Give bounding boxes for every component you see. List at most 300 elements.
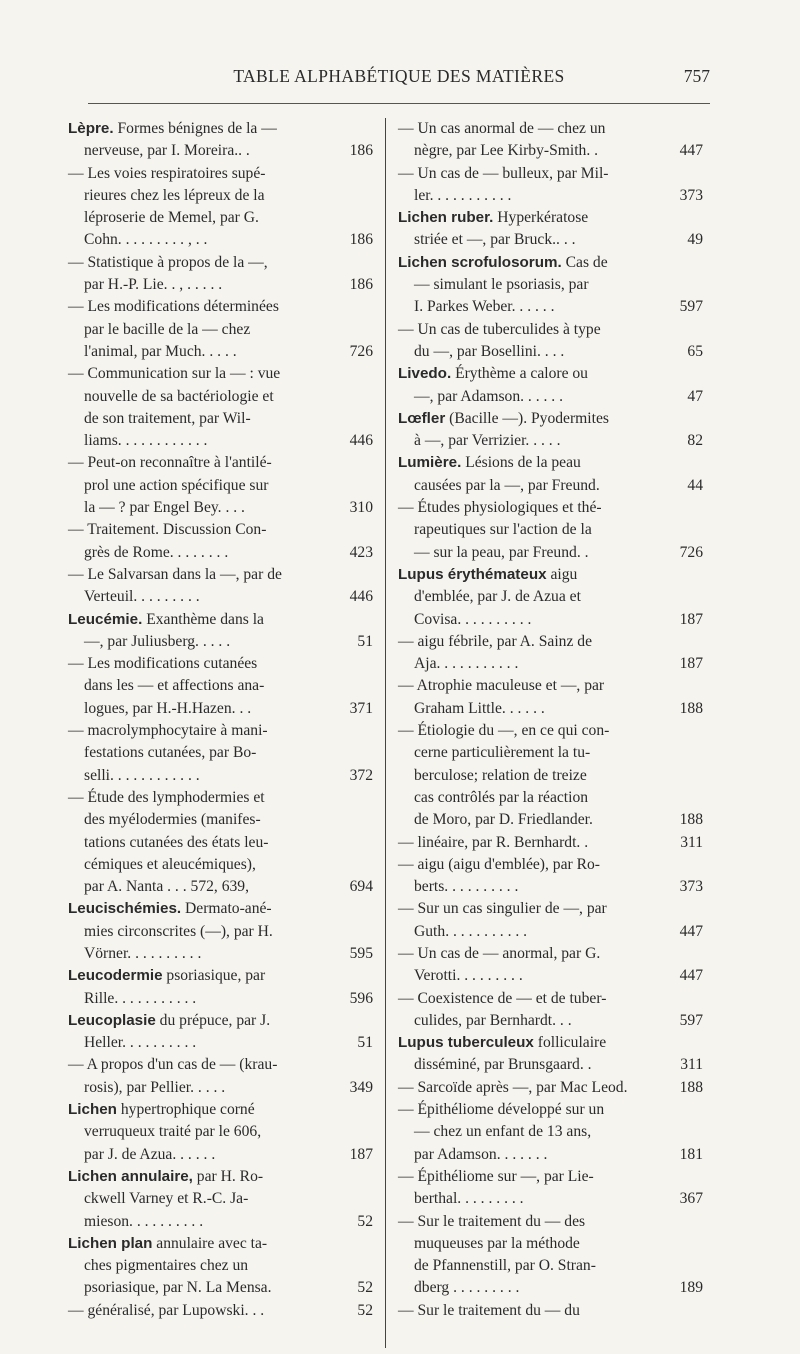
entry-text: festations cutanées, par Bo- — [84, 744, 257, 762]
index-line — [398, 163, 703, 185]
entry-heading: Lichen annulaire, — [68, 1167, 193, 1185]
entry-text: léproserie de Memel, par G. — [84, 209, 259, 227]
entry-text: muqueuses par la méthode — [414, 1234, 580, 1252]
entry-text: Graham Little. . . . . . — [414, 699, 545, 717]
index-line — [398, 1099, 703, 1121]
index-line — [68, 965, 373, 987]
entry-text: — Statistique à propos de la —, — [68, 253, 268, 271]
index-line — [68, 1077, 373, 1099]
entry-text: dans les — et affections ana- — [84, 677, 265, 695]
entry-text: — Communication sur la — : vue — [68, 365, 281, 383]
entry-text: Guth. . . . . . . . . . . — [414, 922, 528, 940]
page-header — [88, 66, 710, 94]
index-entry — [398, 408, 703, 453]
index-entry — [398, 854, 703, 899]
index-line — [68, 586, 373, 608]
entry-text: — Peut-on reconnaître à l'antilé- — [68, 454, 272, 472]
entry-text: Rille. . . . . . . . . . . — [84, 989, 197, 1007]
page-reference: 446 — [349, 432, 373, 450]
index-line — [398, 742, 703, 764]
index-line — [398, 1121, 703, 1143]
entry-heading: Lœfler — [398, 409, 446, 427]
entry-text: du prépuce, par J. — [155, 1011, 271, 1029]
entry-text: (Bacille —). Pyodermites — [445, 409, 609, 427]
index-line — [398, 631, 703, 653]
entry-text: par A. Nanta . . . 572, 639, — [84, 878, 250, 896]
index-entry — [68, 296, 373, 363]
entry-text: — Sur le traitement du — des — [398, 1212, 586, 1230]
entry-text: ckwell Varney et R.-C. Ja- — [84, 1190, 249, 1208]
entry-heading: Lupus érythémateux — [398, 565, 547, 583]
entry-heading: Lichen — [68, 1101, 117, 1119]
index-line — [398, 1032, 703, 1054]
index-entry — [398, 363, 703, 408]
entry-text: — Sur un cas singulier de —, par — [398, 900, 607, 918]
index-line — [68, 341, 373, 363]
index-entry — [68, 1054, 373, 1099]
index-line — [68, 1099, 373, 1121]
entry-text: Verteuil. . . . . . . . . — [84, 588, 200, 606]
index-line — [398, 363, 703, 385]
page-reference: 446 — [349, 588, 373, 606]
page-reference: 447 — [679, 967, 703, 985]
page-reference: 52 — [357, 1212, 373, 1230]
index-line — [68, 988, 373, 1010]
page-reference: 188 — [679, 699, 703, 717]
index-entry — [68, 519, 373, 564]
index-entry — [398, 207, 703, 252]
entry-text: berthal. . . . . . . . . — [414, 1190, 524, 1208]
entry-text: — Les modifications cutanées — [68, 655, 258, 673]
entry-text: l'animal, par Much. . . . . — [84, 342, 237, 360]
entry-text: culides, par Bernhardt. . . — [414, 1011, 572, 1029]
entry-text: tations cutanées des états leu- — [84, 833, 269, 851]
index-line — [398, 1211, 703, 1233]
entry-text: — Un cas anormal de — chez un — [398, 120, 606, 137]
index-entry — [398, 252, 703, 319]
running-title: TABLE ALPHABÉTIQUE DES MATIÈRES — [233, 66, 565, 86]
entry-text: — macrolymphocytaire à mani- — [68, 722, 268, 740]
index-line — [68, 1121, 373, 1143]
index-line — [398, 118, 703, 140]
index-entry — [398, 1077, 703, 1099]
index-line — [68, 1188, 373, 1210]
page-reference: 189 — [679, 1279, 703, 1297]
entry-text: — Les modifications déterminées — [68, 298, 279, 316]
index-line — [398, 609, 703, 631]
index-line — [398, 832, 703, 854]
index-line — [68, 542, 373, 564]
page-reference: 447 — [679, 922, 703, 940]
index-entry — [398, 1211, 703, 1300]
page-reference: 597 — [679, 1011, 703, 1029]
page-reference: 49 — [687, 231, 703, 249]
index-line — [398, 653, 703, 675]
index-line — [68, 408, 373, 430]
index-line — [68, 118, 373, 140]
entry-text: psoriasique, par — [162, 967, 266, 985]
index-line — [68, 854, 373, 876]
index-column-left — [68, 118, 373, 1322]
page-reference: 52 — [357, 1279, 373, 1297]
index-line — [398, 1010, 703, 1032]
index-entry — [68, 1300, 373, 1322]
index-line — [398, 586, 703, 608]
entry-text: — linéaire, par R. Bernhardt. . — [398, 833, 589, 851]
entry-text: rapeutiques sur l'action de la — [414, 521, 592, 539]
page-reference: 447 — [679, 142, 703, 160]
index-line — [68, 1010, 373, 1032]
index-line — [398, 809, 703, 831]
entry-text: par Adamson. . . . . . . — [414, 1145, 548, 1163]
entry-text: — Le Salvarsan dans la —, par de — [68, 565, 282, 583]
index-entry — [398, 720, 703, 831]
page-reference: 65 — [687, 342, 703, 360]
index-entry — [398, 497, 703, 564]
entry-heading: Livedo. — [398, 365, 452, 383]
index-line — [68, 787, 373, 809]
entry-text: disséminé, par Brunsgaard. . — [414, 1056, 592, 1074]
entry-text: verruqueux traité par le 606, — [84, 1123, 262, 1141]
index-line — [398, 542, 703, 564]
index-entry — [68, 1010, 373, 1055]
index-line — [68, 698, 373, 720]
entry-text: hypertrophique corné — [116, 1101, 255, 1119]
index-entry — [398, 564, 703, 631]
entry-text: — Études physiologiques et thé- — [398, 499, 602, 517]
entry-text: à —, par Verrizier. . . . . — [414, 432, 561, 450]
index-entry — [68, 564, 373, 609]
index-line — [68, 921, 373, 943]
index-line — [398, 140, 703, 162]
index-line — [398, 720, 703, 742]
index-entry — [398, 163, 703, 208]
entry-text: Hyperkératose — [493, 209, 589, 227]
entry-text: Verotti. . . . . . . . . — [414, 967, 523, 985]
index-line — [68, 386, 373, 408]
page-reference: 367 — [679, 1190, 703, 1208]
index-entry — [68, 1099, 373, 1166]
index-line — [68, 1054, 373, 1076]
entry-text: logues, par H.-H.Hazen. . . — [84, 699, 252, 717]
entry-text: grès de Rome. . . . . . . . — [84, 543, 229, 561]
page-reference: 187 — [349, 1145, 373, 1163]
entry-text: Heller. . . . . . . . . . — [84, 1034, 197, 1052]
index-entry — [68, 1166, 373, 1233]
entry-text: nouvelle de sa bactériologie et — [84, 387, 274, 405]
index-line — [398, 1255, 703, 1277]
index-line — [398, 787, 703, 809]
index-column-right — [398, 118, 703, 1322]
entry-text: Dermato-ané- — [181, 900, 272, 918]
page-reference: 186 — [349, 142, 373, 160]
index-line — [398, 988, 703, 1010]
page-reference: 371 — [349, 699, 373, 717]
index-entry — [398, 832, 703, 854]
entry-text: — Épithéliome développé sur un — [398, 1101, 605, 1119]
page-reference: 51 — [357, 632, 373, 650]
index-line — [68, 163, 373, 185]
entry-text: cas contrôlés par la réaction — [414, 788, 589, 806]
index-line — [398, 408, 703, 430]
entry-text: cerne particulièrement la tu- — [414, 744, 591, 762]
index-line — [68, 274, 373, 296]
index-entry — [68, 163, 373, 252]
index-line — [398, 898, 703, 920]
index-line — [398, 965, 703, 987]
entry-text: du —, par Bosellini. . . . — [414, 342, 565, 360]
entry-text: —, par Juliusberg. . . . . — [84, 632, 231, 650]
index-line — [68, 229, 373, 251]
entry-text: par J. de Azua. . . . . . — [84, 1145, 216, 1163]
entry-heading: Leucoplasie — [68, 1011, 156, 1029]
page-reference: 595 — [349, 944, 373, 962]
entry-text: Exanthème dans la — [142, 610, 264, 628]
entry-heading: Leucodermie — [68, 967, 163, 985]
index-entry — [68, 720, 373, 787]
index-line — [68, 319, 373, 341]
page-reference: 181 — [679, 1145, 703, 1163]
index-entry — [398, 1099, 703, 1166]
column-divider — [385, 118, 386, 1348]
entry-text: — Sarcoïde après —, par Mac Leod. — [398, 1078, 628, 1096]
index-line — [398, 1077, 703, 1099]
index-line — [68, 185, 373, 207]
index-line — [68, 1300, 373, 1322]
entry-text: dberg . . . . . . . . . — [414, 1279, 520, 1297]
index-line — [398, 854, 703, 876]
entry-text: striée et —, par Bruck.. . . — [414, 231, 576, 249]
index-line — [68, 363, 373, 385]
index-line — [398, 921, 703, 943]
entry-text: liams. . . . . . . . . . . . — [84, 432, 208, 450]
index-entry — [398, 1166, 703, 1211]
index-line — [68, 1166, 373, 1188]
entry-text: Lésions de la peau — [461, 454, 581, 472]
entry-text: Aja. . . . . . . . . . . — [414, 655, 519, 673]
index-line — [398, 1144, 703, 1166]
page-reference: 47 — [687, 387, 703, 405]
entry-text: — sur la peau, par Freund. . — [414, 543, 589, 561]
index-line — [68, 296, 373, 318]
index-entry — [398, 898, 703, 943]
page-reference: 311 — [680, 833, 703, 851]
entry-text: de son traitement, par Wil- — [84, 409, 251, 427]
page-reference: 726 — [349, 342, 373, 360]
index-line — [398, 519, 703, 541]
entry-text: Covisa. . . . . . . . . . — [414, 610, 532, 628]
index-line — [398, 876, 703, 898]
index-entry — [68, 252, 373, 297]
index-entry — [398, 988, 703, 1033]
index-entry — [68, 452, 373, 519]
index-line — [398, 497, 703, 519]
page-reference: 596 — [349, 989, 373, 1007]
index-line — [398, 765, 703, 787]
index-line — [398, 675, 703, 697]
index-line — [68, 452, 373, 474]
index-line — [68, 1032, 373, 1054]
index-line — [68, 765, 373, 787]
entry-text: de Pfannenstill, par O. Stran- — [414, 1257, 596, 1275]
index-entry — [68, 965, 373, 1010]
entry-text: mieson. . . . . . . . . . — [84, 1212, 204, 1230]
entry-text: — généralisé, par Lupowski. . . — [68, 1301, 265, 1319]
entry-text: aigu — [546, 565, 578, 583]
entry-text: selli. . . . . . . . . . . . — [84, 766, 200, 784]
index-line — [68, 497, 373, 519]
index-line — [68, 430, 373, 452]
entry-text: — Les voies respiratoires supé- — [68, 164, 266, 182]
entry-heading: Leucémie. — [68, 610, 143, 628]
entry-text: psoriasique, par N. La Mensa. — [84, 1279, 272, 1297]
entry-text: — Traitement. Discussion Con- — [68, 521, 267, 539]
page-reference: 694 — [349, 878, 373, 896]
entry-text: — Un cas de — anormal, par G. — [398, 944, 601, 962]
index-entry — [68, 898, 373, 965]
entry-text: cémiques et aleucémiques), — [84, 855, 256, 873]
entry-text: nerveuse, par I. Moreira.. . — [84, 142, 250, 160]
index-line — [68, 876, 373, 898]
entry-text: d'emblée, par J. de Azua et — [414, 588, 581, 606]
index-entry — [398, 1300, 703, 1322]
index-line — [398, 296, 703, 318]
index-line — [68, 475, 373, 497]
index-line — [398, 319, 703, 341]
index-line — [68, 1144, 373, 1166]
entry-text: I. Parkes Weber. . . . . . — [414, 298, 555, 316]
index-line — [398, 274, 703, 296]
index-line — [398, 1233, 703, 1255]
page-number: 757 — [683, 66, 710, 86]
index-line — [68, 609, 373, 631]
index-line — [68, 742, 373, 764]
index-line — [68, 898, 373, 920]
index-line — [398, 341, 703, 363]
index-line — [68, 1233, 373, 1255]
entry-text: folliculaire — [533, 1034, 607, 1052]
entry-text: de Moro, par D. Friedlander. — [414, 811, 593, 829]
entry-heading: Lichen ruber. — [398, 209, 494, 227]
index-line — [68, 140, 373, 162]
index-line — [398, 1300, 703, 1322]
entry-text: — Un cas de — bulleux, par Mil- — [398, 164, 609, 182]
index-entry — [398, 319, 703, 364]
entry-text: prol une action spécifique sur — [84, 476, 269, 494]
entry-text: rosis), par Pellier. . . . . — [84, 1078, 226, 1096]
index-line — [398, 452, 703, 474]
entry-text: — Étude des lymphodermies et — [68, 788, 265, 806]
index-line — [398, 698, 703, 720]
entry-text: Formes bénignes de la — — [113, 120, 277, 137]
index-entry — [68, 653, 373, 720]
index-line — [68, 252, 373, 274]
page-reference: 726 — [679, 543, 703, 561]
entry-text: causées par la —, par Freund. — [414, 476, 600, 494]
index-entry — [398, 943, 703, 988]
entry-text: ches pigmentaires chez un — [84, 1257, 249, 1275]
entry-text: — chez un enfant de 13 ans, — [414, 1123, 592, 1141]
entry-text: par le bacille de la — chez — [84, 320, 251, 338]
entry-heading: Lichen plan — [68, 1234, 153, 1252]
index-line — [68, 1255, 373, 1277]
index-entry — [68, 363, 373, 452]
index-line — [398, 185, 703, 207]
entry-heading: Lèpre. — [68, 120, 114, 137]
index-line — [68, 832, 373, 854]
entry-text: Cohn. . . . . . . . . , . . — [84, 231, 208, 249]
entry-text: — Coexistence de — et de tuber- — [398, 989, 607, 1007]
entry-text: berts. . . . . . . . . . — [414, 878, 519, 896]
page-reference: 311 — [680, 1056, 703, 1074]
index-entry — [68, 787, 373, 898]
entry-heading: Leucischémies. — [68, 900, 182, 918]
index-line — [68, 943, 373, 965]
index-line — [68, 675, 373, 697]
index-line — [68, 653, 373, 675]
page-reference: 187 — [679, 655, 703, 673]
page-reference: 52 — [357, 1301, 373, 1319]
index-line — [398, 1054, 703, 1076]
entry-text: berculose; relation de treize — [414, 766, 587, 784]
entry-text: la — ? par Engel Bey. . . . — [84, 499, 245, 517]
index-line — [68, 809, 373, 831]
entry-text: — Un cas de tuberculides à type — [398, 320, 601, 338]
page-reference: 423 — [349, 543, 373, 561]
page-reference: 188 — [679, 1078, 703, 1096]
index-entry — [68, 609, 373, 654]
index-line — [398, 229, 703, 251]
entry-text: Cas de — [561, 253, 608, 271]
entry-text: nègre, par Lee Kirby-Smith. . — [414, 142, 599, 160]
index-line — [398, 252, 703, 274]
page-reference: 186 — [349, 276, 373, 294]
index-entry — [398, 675, 703, 720]
entry-text: — Épithéliome sur —, par Lie- — [398, 1167, 594, 1185]
page-reference: 373 — [679, 186, 703, 204]
page-reference: 82 — [687, 432, 703, 450]
page-reference: 51 — [357, 1034, 373, 1052]
entry-heading: Lupus tuberculeux — [398, 1034, 534, 1052]
index-line — [398, 1188, 703, 1210]
index-line — [68, 519, 373, 541]
entry-text: rieures chez les lépreux de la — [84, 186, 265, 204]
entry-text: Vörner. . . . . . . . . . — [84, 944, 202, 962]
page-reference: 186 — [349, 231, 373, 249]
entry-text: — A propos d'un cas de — (krau- — [68, 1056, 278, 1074]
entry-text: — aigu (aigu d'emblée), par Ro- — [398, 855, 600, 873]
header-rule — [88, 103, 710, 104]
index-line — [68, 1211, 373, 1233]
entry-text: —, par Adamson. . . . . . — [414, 387, 563, 405]
entry-text: — aigu fébrile, par A. Sainz de — [398, 632, 592, 650]
index-line — [398, 943, 703, 965]
page-reference: 597 — [679, 298, 703, 316]
entry-heading: Lumière. — [398, 454, 462, 472]
index-line — [398, 564, 703, 586]
page-reference: 44 — [687, 476, 703, 494]
index-line — [398, 430, 703, 452]
entry-text: par H.-P. Lie. . , . . . . . — [84, 276, 223, 294]
entry-text: par H. Ro- — [192, 1167, 264, 1185]
index-line — [68, 1277, 373, 1299]
index-line — [398, 1166, 703, 1188]
index-line — [398, 1277, 703, 1299]
entry-text: — Atrophie maculeuse et —, par — [398, 677, 605, 695]
index-line — [68, 564, 373, 586]
index-entry — [68, 118, 373, 163]
index-line — [398, 475, 703, 497]
